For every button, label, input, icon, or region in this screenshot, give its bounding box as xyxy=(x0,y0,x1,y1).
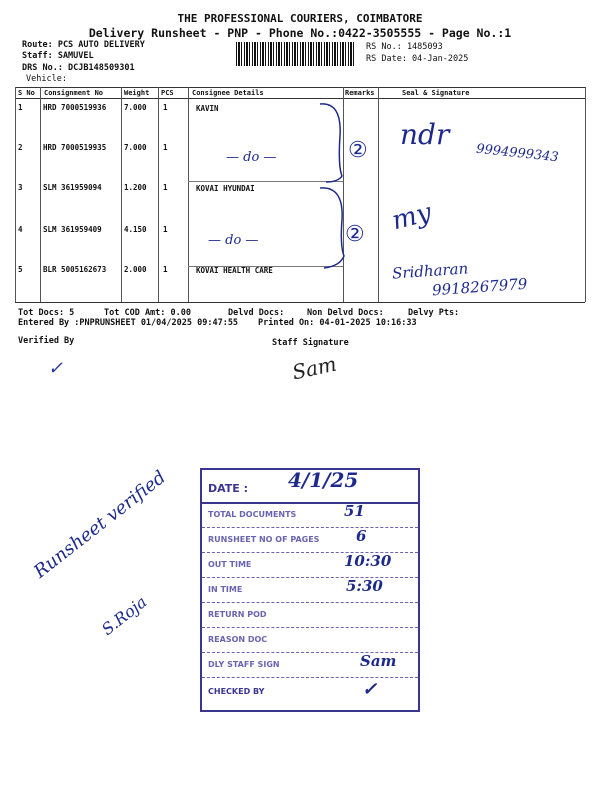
entered-by: Entered By :PNPRUNSHEET 01/04/2025 09:47:55 xyxy=(18,318,239,328)
stamp-row-label: REASON DOC xyxy=(208,635,268,644)
table-row-5-weight: 2.000 xyxy=(124,265,147,274)
table-row-2-weight: 7.000 xyxy=(124,143,147,152)
non-delivered-docs: Non Delvd Docs: xyxy=(307,308,384,318)
bracket-marks xyxy=(318,96,358,306)
col-header-sno: S No xyxy=(18,89,35,97)
col-header-seal-signature: Seal & Signature xyxy=(402,89,470,97)
table-bottom-border xyxy=(15,302,585,303)
col-header-consignee: Consignee Details xyxy=(192,89,264,97)
stamp-row-value: Sam xyxy=(360,652,397,670)
stamp-row-value: 6 xyxy=(356,527,367,545)
table-row-1-consignee: KAVIN xyxy=(196,104,219,113)
table-row-4-pcs: 1 xyxy=(163,225,168,234)
table-top-border xyxy=(15,87,585,88)
table-row-2-sno: 2 xyxy=(18,143,23,152)
col-divider xyxy=(40,87,41,302)
route-label: Route: PCS AUTO DELIVERY xyxy=(22,40,145,50)
stamp-row-label: RETURN POD xyxy=(208,610,267,619)
stamp-row xyxy=(202,677,418,708)
rs-number: RS No.: 1485093 xyxy=(366,42,443,52)
table-header-border xyxy=(15,98,585,99)
table-left-border xyxy=(15,87,16,302)
table-row-4-sno: 4 xyxy=(18,225,23,234)
stamp-date-label: DATE : xyxy=(208,482,249,495)
stamp-row xyxy=(202,577,418,603)
table-row-5-consignee: KOVAI HEALTH CARE xyxy=(196,266,273,275)
stamp-row-value: 5:30 xyxy=(346,577,383,595)
table-row-4-weight: 4.150 xyxy=(124,225,147,234)
remark-mark-2: ② xyxy=(345,222,365,247)
table-row-1-sno: 1 xyxy=(18,103,23,112)
total-cod-amount: Tot COD Amt: 0.00 xyxy=(104,308,191,318)
stamp-date-value: 4/1/25 xyxy=(288,468,359,492)
runsheet-subtitle: Delivery Runsheet - PNP - Phone No.:0422-3505555 - Page No.:1 xyxy=(88,26,512,40)
runsheet-verifier-name: S.Roja xyxy=(98,592,151,639)
stamp-row xyxy=(202,627,418,653)
vehicle-label: Vehicle: xyxy=(26,74,67,84)
stamp-row xyxy=(202,652,418,678)
stamp-row-label: RUNSHEET NO OF PAGES xyxy=(208,535,320,544)
runsheet-verified-note: Runsheet verified xyxy=(30,466,170,583)
stamp-row-label: IN TIME xyxy=(208,585,243,594)
total-docs: Tot Docs: 5 xyxy=(18,308,75,318)
table-row-1-pcs: 1 xyxy=(163,103,168,112)
delivered-docs: Delvd Docs: xyxy=(228,308,285,318)
table-row-2-consignment: HRD 7000519935 xyxy=(43,143,107,152)
table-row-3-consignee: KOVAI HYUNDAI xyxy=(196,184,255,193)
staff-signature: Sam xyxy=(289,351,339,385)
ditto-mark-row-2: — do — xyxy=(226,150,277,165)
signature-row-1: ndr xyxy=(400,118,450,151)
col-header-pcs: PCS xyxy=(161,89,174,97)
stamp-row-value: 10:30 xyxy=(344,552,392,570)
stamp-date-row xyxy=(202,470,418,504)
col-header-consignment: Consignment No xyxy=(44,89,104,97)
stamp-row xyxy=(202,602,418,628)
verified-by-label: Verified By xyxy=(18,336,75,346)
table-row-3-pcs: 1 xyxy=(163,183,168,192)
table-right-border xyxy=(585,87,586,302)
ditto-mark-row-4: — do — xyxy=(208,233,259,248)
phone-handwritten-1: 9994999343 xyxy=(475,141,560,166)
stamp-row xyxy=(202,527,418,553)
table-row-2-pcs: 1 xyxy=(163,143,168,152)
col-divider xyxy=(121,87,122,302)
barcode xyxy=(236,42,356,66)
signature-row-5: Sridharan xyxy=(391,259,469,283)
col-divider xyxy=(158,87,159,302)
stamp-row xyxy=(202,552,418,578)
staff-label: Staff: SAMUVEL xyxy=(22,51,94,61)
table-row-5-consignment: BLR 5005162673 xyxy=(43,265,107,274)
table-row-5-pcs: 1 xyxy=(163,265,168,274)
company-title: THE PROFESSIONAL COURIERS, COIMBATORE xyxy=(177,12,423,25)
delivery-points: Delvy Pts: xyxy=(408,308,460,318)
remark-mark-1: ② xyxy=(348,138,368,163)
printed-on: Printed On: 04-01-2025 10:16:33 xyxy=(258,318,417,328)
stamp-row xyxy=(202,502,418,528)
col-divider xyxy=(378,87,379,302)
table-row-4-consignment: SLM 361959409 xyxy=(43,225,102,234)
verified-mark: ✓ xyxy=(48,358,64,379)
staff-signature-label: Staff Signature xyxy=(272,338,349,348)
table-row-5-sno: 5 xyxy=(18,265,23,274)
signature-row-3: my xyxy=(388,197,435,237)
table-row-1-consignment: HRD 7000519936 xyxy=(43,103,107,112)
col-divider xyxy=(188,87,189,302)
table-row-3-sno: 3 xyxy=(18,183,23,192)
col-header-remarks: Remarks xyxy=(345,89,375,97)
stamp-row-label: DLY STAFF SIGN xyxy=(208,660,280,669)
table-row-1-weight: 7.000 xyxy=(124,103,147,112)
delivery-stamp xyxy=(200,468,420,712)
stamp-row-label: TOTAL DOCUMENTS xyxy=(208,510,297,519)
stamp-row-value: ✓ xyxy=(362,679,378,700)
rs-date: RS Date: 04-Jan-2025 xyxy=(366,54,469,64)
stamp-row-label: CHECKED BY xyxy=(208,687,265,696)
stamp-row-label: OUT TIME xyxy=(208,560,252,569)
stamp-row-value: 51 xyxy=(344,502,365,520)
table-row-3-consignment: SLM 361959094 xyxy=(43,183,102,192)
drs-number: DRS No.: DCJB148509301 xyxy=(22,63,135,73)
phone-handwritten-2: 9918267979 xyxy=(431,274,528,300)
col-header-weight: Weight xyxy=(124,89,150,97)
table-row-3-weight: 1.200 xyxy=(124,183,147,192)
